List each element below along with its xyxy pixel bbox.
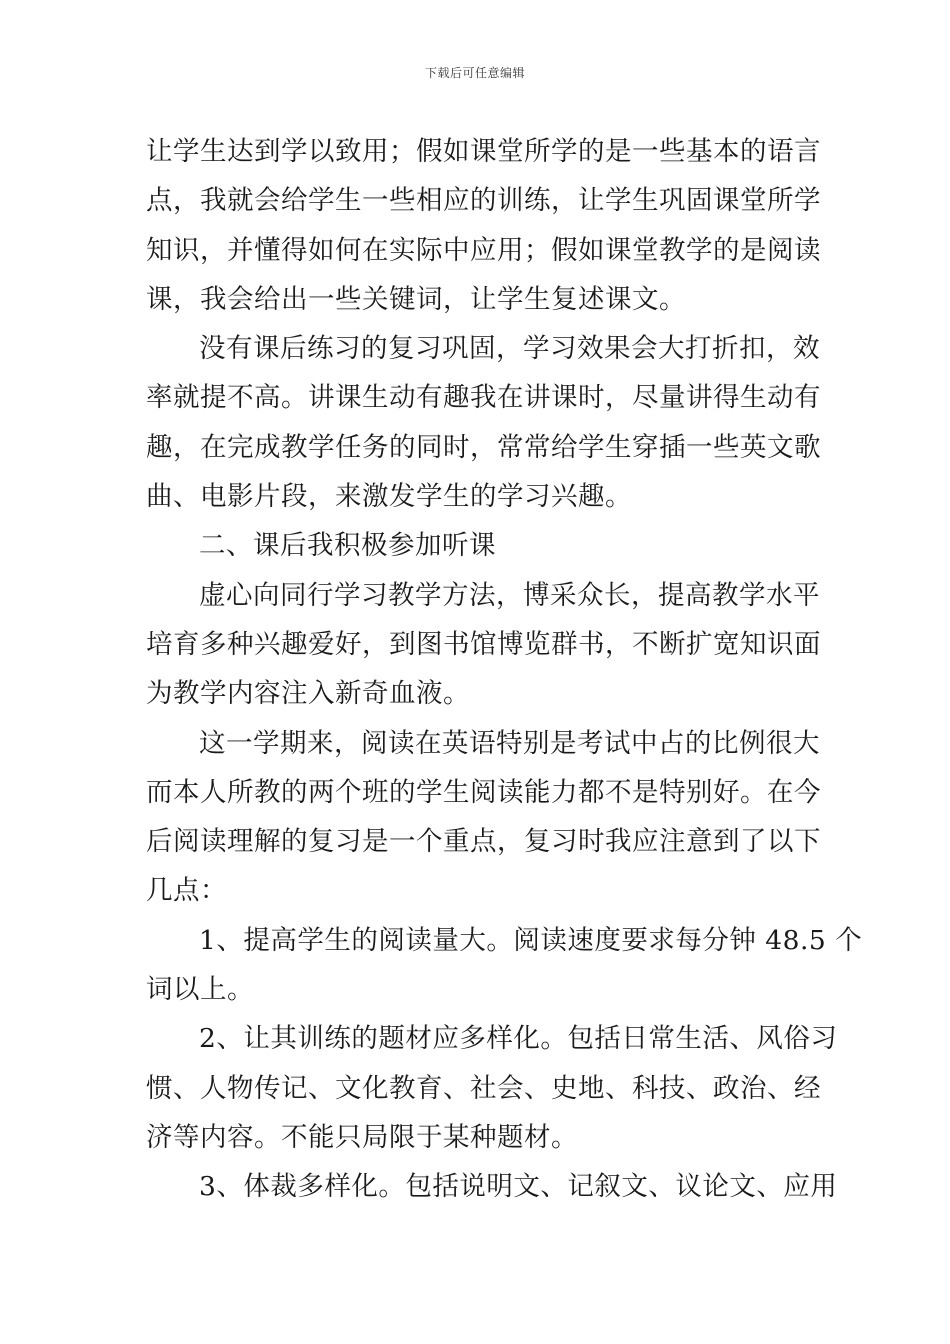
text-line: 几点： bbox=[146, 875, 227, 907]
text-line: 率就提不高。讲课生动有趣我在讲课时，尽量讲得生动有 bbox=[146, 382, 821, 414]
text-line: 趣，在完成教学任务的同时，常常给学生穿插一些英文歌 bbox=[146, 431, 821, 463]
text-line: 点，我就会给学生一些相应的训练，让学生巩固课堂所学 bbox=[146, 185, 821, 217]
paragraph-start-line: 这一学期来，阅读在英语特别是考试中占的比例很大 bbox=[199, 727, 820, 759]
text-line: 让学生达到学以致用；假如课堂所学的是一些基本的语言 bbox=[146, 136, 821, 167]
text-line: 后阅读理解的复习是一个重点，复习时我应注意到了以下 bbox=[146, 826, 821, 858]
text-line: 词以上。 bbox=[146, 974, 254, 1006]
header-note: 下载后可任意编辑 bbox=[424, 66, 525, 80]
paragraph-start-line: 虚心向同行学习教学方法，博采众长，提高教学水平 bbox=[199, 579, 820, 611]
text-line: 知识，并懂得如何在实际中应用；假如课堂教学的是阅读 bbox=[146, 234, 821, 266]
text-line: 惯、人物传记、文化教育、社会、史地、科技、政治、经 bbox=[146, 1072, 821, 1104]
list-item-3: 3、体裁多样化。包括说明文、记叙文、议论文、应用 bbox=[199, 1171, 838, 1203]
text-line: 济等内容。不能只局限于某种题材。 bbox=[146, 1121, 578, 1153]
text-line: 培育多种兴趣爱好，到图书馆博览群书，不断扩宽知识面 bbox=[146, 628, 821, 660]
text-line: 为教学内容注入新奇血液。 bbox=[146, 678, 470, 710]
list-item-2: 2、让其训练的题材应多样化。包括日常生活、风俗习 bbox=[199, 1023, 838, 1055]
paragraph-start-line: 没有课后练习的复习巩固，学习效果会大打折扣，效 bbox=[199, 333, 820, 365]
text-line: 曲、电影片段，来激发学生的学习兴趣。 bbox=[146, 481, 632, 513]
body-text bbox=[146, 127, 863, 1212]
text-line: 课，我会给出一些关键词，让学生复述课文。 bbox=[146, 283, 686, 315]
section-heading: 二、课后我积极参加听课 bbox=[199, 530, 496, 562]
text-line: 而本人所教的两个班的学生阅读能力都不是特别好。在今 bbox=[146, 776, 821, 808]
list-item-1: 1、提高学生的阅读量大。阅读速度要求每分钟 48.5 个 bbox=[199, 924, 863, 956]
